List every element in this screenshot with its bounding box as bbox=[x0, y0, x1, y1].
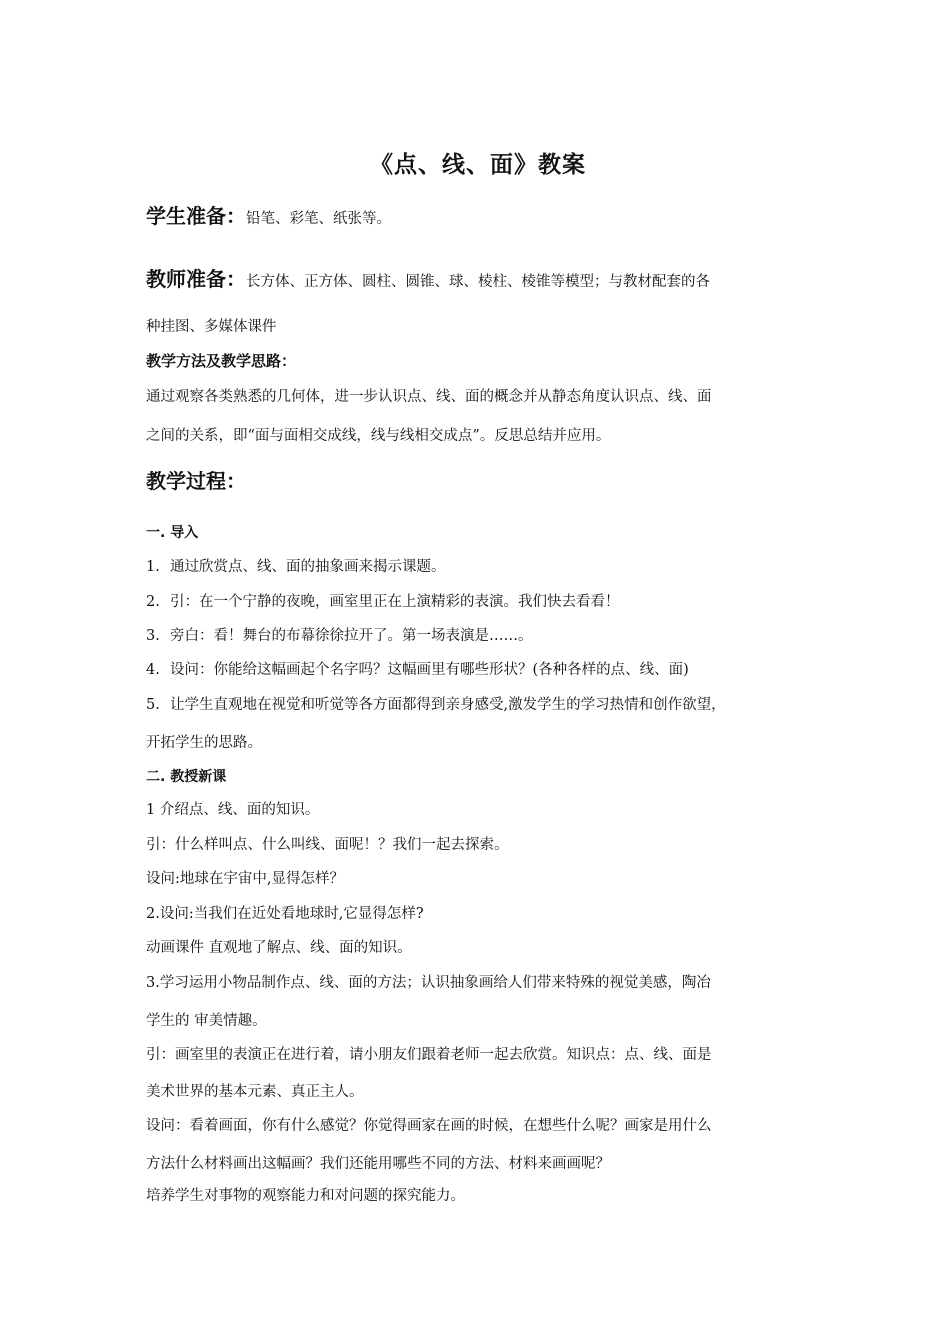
student-prep-label: 学生准备： bbox=[146, 204, 246, 228]
body-line: 引：什么样叫点、什么叫线、面呢！？我们一起去探索。 bbox=[146, 837, 509, 853]
methods-line2: 之间的关系，即“面与面相交成线，线与线相交成点”。反思总结并应用。 bbox=[146, 428, 611, 444]
body-line: 1 介绍点、线、面的知识。 bbox=[146, 802, 320, 818]
teacher-prep bbox=[146, 269, 810, 292]
list-item bbox=[146, 557, 810, 577]
body-line: 培养学生对事物的观察能力和对问题的探究能力。 bbox=[146, 1188, 465, 1204]
methods-heading: 教学方法及教学思路： bbox=[146, 352, 297, 370]
teacher-prep-label: 教师准备： bbox=[146, 267, 246, 291]
list-item-text: 设问：你能给这幅画起个名字吗？这幅画里有哪些形状？(各种各样的点、线、面) bbox=[170, 662, 689, 678]
body-line: 方法什么材料画出这幅画？我们还能用哪些不同的方法、材料来画画呢？ bbox=[146, 1156, 610, 1172]
list-item-number: 1. bbox=[146, 559, 160, 575]
list-item bbox=[146, 592, 810, 612]
list-item-text: 引：在一个宁静的夜晚，画室里正在上演精彩的表演。我们快去看看！ bbox=[170, 594, 620, 610]
student-prep bbox=[146, 206, 810, 229]
body-line: 3.学习运用小物品制作点、线、面的方法；认识抽象画给人们带来特殊的视觉美感，陶冶 bbox=[146, 975, 711, 991]
list-item bbox=[146, 695, 810, 715]
list-item bbox=[146, 660, 810, 680]
list-item-number: 4. bbox=[146, 662, 160, 678]
body-line: 学生的 审美情趣。 bbox=[146, 1013, 267, 1029]
list-item-number: 2. bbox=[146, 594, 160, 610]
student-prep-text: 铅笔、彩笔、纸张等。 bbox=[246, 211, 391, 227]
list-item-continuation: 开拓学生的思路。 bbox=[146, 735, 262, 751]
list-item bbox=[146, 626, 810, 646]
body-line: 动画课件 直观地了解点、线、面的知识。 bbox=[146, 940, 412, 956]
list-item-text: 旁白：看！舞台的布幕徐徐拉开了。第一场表演是……。 bbox=[170, 628, 533, 644]
body-line: 引：画室里的表演正在进行着，请小朋友们跟着老师一起去欣赏。知识点：点、线、面是 bbox=[146, 1047, 712, 1063]
process-heading: 教学过程： bbox=[146, 469, 246, 493]
body-line: 设问:地球在宇宙中,显得怎样？ bbox=[146, 871, 344, 887]
list-item-number: 3. bbox=[146, 628, 160, 644]
section1-heading: 一. 导入 bbox=[146, 525, 199, 541]
list-item-number: 5. bbox=[146, 697, 160, 713]
methods-line1: 通过观察各类熟悉的几何体，进一步认识点、线、面的概念并从静态角度认识点、线、面 bbox=[146, 389, 712, 405]
body-line: 美术世界的基本元素、真正主人。 bbox=[146, 1084, 364, 1100]
body-line: 设问：看着画面，你有什么感觉？你觉得画家在画的时候，在想些什么呢？画家是用什么 bbox=[146, 1118, 712, 1134]
list-item-text: 通过欣赏点、线、面的抽象画来揭示课题。 bbox=[170, 559, 446, 575]
list-item-text: 让学生直观地在视觉和听觉等各方面都得到亲身感受,激发学生的学习热情和创作欲望， bbox=[170, 697, 726, 713]
teacher-prep-text-line2: 种挂图、多媒体课件 bbox=[146, 319, 277, 335]
teacher-prep-text-line1: 长方体、正方体、圆柱、圆锥、球、棱柱、棱锥等模型；与教材配套的各 bbox=[246, 274, 710, 290]
section2-heading: 二. 教授新课 bbox=[146, 769, 227, 785]
body-line: 2.设问:当我们在近处看地球时,它显得怎样? bbox=[146, 906, 424, 922]
document-title: 《点、线、面》教案 bbox=[370, 152, 586, 178]
